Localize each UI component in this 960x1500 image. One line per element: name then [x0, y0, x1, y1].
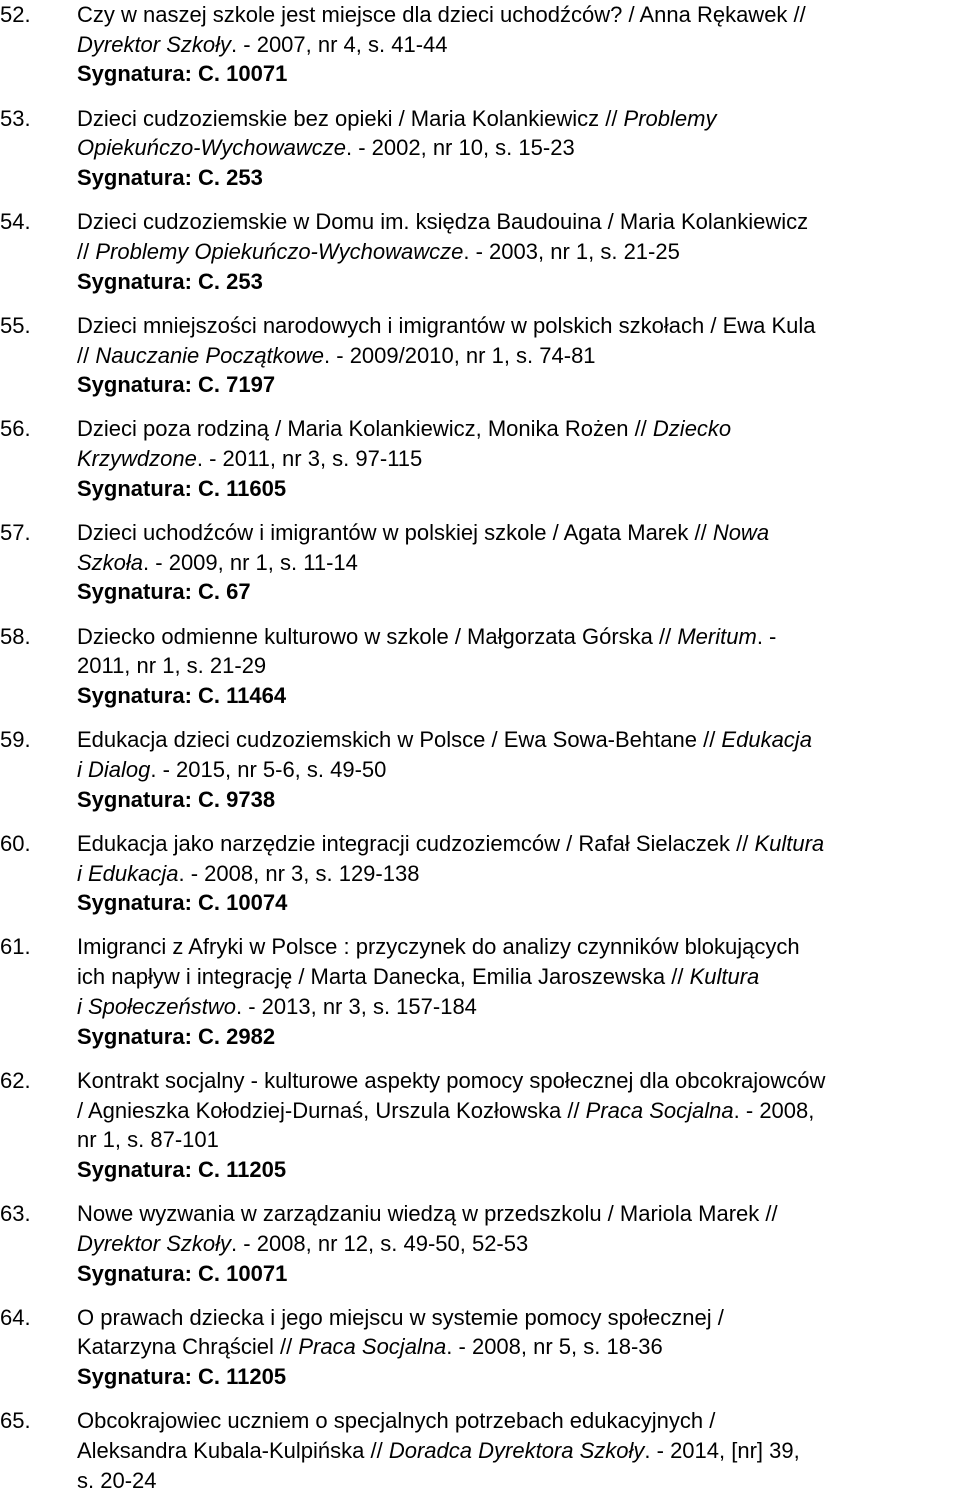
entry-text-line	[77, 30, 960, 60]
journal-title: i Dialog	[77, 756, 151, 782]
journal-title: Problemy Opiekuńczo-Wychowawcze	[95, 238, 464, 264]
citation-text: . - 2007, nr 4, s. 41-44	[231, 31, 448, 57]
citation-text: Dziecko odmienne kulturowo w szkole / Małgorzata Górska //	[77, 623, 678, 649]
entry-gap	[0, 607, 960, 622]
entry-text-line	[77, 962, 960, 992]
journal-title: Meritum	[677, 623, 757, 649]
citation-text: //	[77, 342, 96, 368]
journal-title: i Edukacja	[77, 860, 179, 886]
journal-title: Praca Socjalna	[298, 1334, 447, 1360]
citation-text: . - 2008, nr 3, s. 129-138	[178, 860, 420, 886]
entry-text-line	[77, 133, 960, 163]
journal-title: Nowa	[712, 520, 770, 546]
citation-text: Obcokrajowiec uczniem o specjalnych potrzebach edukacyjnych /	[77, 1408, 716, 1434]
journal-title: Nauczanie Początkowe	[95, 342, 325, 368]
call-number: Sygnatura: C. 67	[77, 579, 251, 605]
entry-text-line	[77, 207, 960, 237]
citation-text: . - 2008, nr 12, s. 49-50, 52-53	[231, 1230, 529, 1256]
citation-text: . - 2011, nr 3, s. 97-115	[196, 446, 423, 472]
journal-title: Kultura	[754, 830, 825, 856]
bibliography-entry	[0, 104, 960, 193]
entry-text-line	[77, 548, 960, 578]
entry-gap	[0, 89, 960, 104]
entry-text-line	[77, 237, 960, 267]
entry-text-line	[77, 518, 960, 548]
citation-text: . - 2014, [nr] 39,	[644, 1438, 800, 1464]
entry-text-line	[77, 1436, 960, 1466]
citation-text: ich napływ i integrację / Marta Danecka, Emilia Jaroszewska //	[77, 964, 690, 990]
entry-text-line	[77, 1332, 960, 1362]
citation-text: . - 2008, nr 5, s. 18-36	[446, 1334, 663, 1360]
entry-text-line	[77, 755, 960, 785]
citation-text: Dzieci poza rodziną / Maria Kolankiewicz, Monika Rożen //	[77, 416, 653, 442]
bibliography-entry	[0, 207, 960, 296]
citation-text: . - 2009, nr 1, s. 11-14	[143, 549, 358, 575]
entry-text-line	[77, 1406, 960, 1436]
entry-number: 56.	[0, 416, 31, 442]
entry-gap	[0, 504, 960, 519]
citation-text: Nowe wyzwania w zarządzaniu wiedzą w przedszkolu / Mariola Marek //	[77, 1201, 778, 1227]
bibliography-entry	[0, 829, 960, 918]
entry-number: 57.	[0, 520, 31, 546]
call-number: Sygnatura: C. 253	[77, 165, 263, 191]
citation-text: / Agnieszka Kołodziej-Durnaś, Urszula Kozłowska //	[77, 1097, 586, 1123]
entry-gap	[0, 918, 960, 933]
entry-text-line	[77, 311, 960, 341]
journal-title: Szkoła	[77, 549, 144, 575]
entry-number: 55.	[0, 312, 31, 338]
entry-gap	[0, 1185, 960, 1200]
bibliography-entry	[0, 518, 960, 607]
entry-text-line	[77, 1229, 960, 1259]
citation-text: Edukacja dzieci cudzoziemskich w Polsce / Ewa Sowa-Behtane //	[77, 727, 722, 753]
entry-text-line	[77, 1066, 960, 1096]
call-number: Sygnatura: C. 7197	[77, 372, 276, 398]
journal-title: Kultura	[689, 964, 760, 990]
entry-text-line	[77, 1303, 960, 1333]
entry-text-line	[77, 1466, 960, 1496]
entry-text-line	[77, 829, 960, 859]
call-number: Sygnatura: C. 11205	[77, 1156, 287, 1182]
journal-title: Opiekuńczo-Wychowawcze	[77, 135, 346, 161]
citation-text: Kontrakt socjalny - kulturowe aspekty pomocy społecznej dla obcokrajowców	[77, 1067, 826, 1093]
entry-gap	[0, 400, 960, 415]
entry-number: 63.	[0, 1201, 31, 1227]
citation-text: Dzieci cudzoziemskie bez opieki / Maria Kolankiewicz //	[77, 105, 624, 131]
citation-text: . - 2009/2010, nr 1, s. 74-81	[324, 342, 596, 368]
entry-text-line	[77, 1096, 960, 1126]
journal-title: i Społeczeństwo	[77, 993, 236, 1019]
citation-text: Dzieci uchodźców i imigrantów w polskiej szkole / Agata Marek //	[77, 520, 713, 546]
call-number: Sygnatura: C. 10071	[77, 61, 288, 87]
call-number: Sygnatura: C. 10074	[77, 890, 288, 916]
entry-text-line	[77, 444, 960, 474]
entry-text-line	[77, 1125, 960, 1155]
entry-text-line	[77, 341, 960, 371]
citation-text: //	[77, 238, 96, 264]
entry-text-line	[77, 0, 960, 30]
bibliography-entry	[0, 725, 960, 814]
journal-title: Praca Socjalna	[585, 1097, 734, 1123]
entry-number: 52.	[0, 2, 31, 27]
bibliography-entry	[0, 0, 960, 89]
call-number: Sygnatura: C. 253	[77, 268, 263, 294]
citation-text: nr 1, s. 87-101	[77, 1127, 219, 1153]
entry-gap	[0, 296, 960, 311]
entry-text-line	[77, 622, 960, 652]
call-number: Sygnatura: C. 11205	[77, 1364, 287, 1390]
entry-number: 61.	[0, 934, 31, 960]
citation-text: Aleksandra Kubala-Kulpińska //	[77, 1438, 389, 1464]
bibliography-entry	[0, 414, 960, 503]
call-number: Sygnatura: C. 11605	[77, 475, 287, 501]
citation-text: Katarzyna Chrąściel //	[77, 1334, 299, 1360]
bibliography-entry	[0, 311, 960, 400]
citation-text: . -	[756, 623, 777, 649]
journal-title: Krzywdzone	[77, 446, 197, 472]
bibliography-entry	[0, 932, 960, 1051]
bibliography-entry	[0, 1066, 960, 1185]
bibliography-entry	[0, 1303, 960, 1392]
journal-title: Dyrektor Szkoły	[77, 1230, 232, 1256]
citation-text: s. 20-24	[77, 1467, 157, 1493]
citation-text: . - 2013, nr 3, s. 157-184	[235, 993, 477, 1019]
entry-gap	[0, 1288, 960, 1303]
entry-text-line	[77, 992, 960, 1022]
entry-number: 64.	[0, 1304, 31, 1330]
citation-text: Dzieci cudzoziemskie w Domu im. księdza Baudouina / Maria Kolankiewicz	[77, 209, 809, 235]
citation-text: . - 2003, nr 1, s. 21-25	[463, 238, 680, 264]
entry-number: 60.	[0, 830, 31, 856]
entry-number: 54.	[0, 209, 31, 235]
bibliography-entry	[0, 1199, 960, 1288]
entry-number: 53.	[0, 105, 31, 131]
citation-text: 2011, nr 1, s. 21-29	[77, 653, 267, 679]
citation-text: . - 2015, nr 5-6, s. 49-50	[150, 756, 387, 782]
entry-gap	[0, 711, 960, 726]
citation-text: Dzieci mniejszości narodowych i imigrantów w polskich szkołach / Ewa Kula	[77, 312, 816, 338]
journal-title: Problemy	[623, 105, 717, 131]
call-number: Sygnatura: C. 2982	[77, 1023, 276, 1049]
entry-number: 65.	[0, 1408, 31, 1434]
entry-number: 59.	[0, 727, 31, 753]
entry-text-line	[77, 859, 960, 889]
entry-gap	[0, 1392, 960, 1407]
bibliography-entry	[0, 1406, 960, 1495]
entry-text-line	[77, 932, 960, 962]
call-number: Sygnatura: C. 10071	[77, 1260, 288, 1286]
citation-text: O prawach dziecka i jego miejscu w systemie pomocy społecznej /	[77, 1304, 724, 1330]
entry-text-line	[77, 1199, 960, 1229]
journal-title: Dziecko	[652, 416, 732, 442]
entry-gap	[0, 193, 960, 208]
citation-text: Imigranci z Afryki w Polsce : przyczynek do analizy czynników blokujących	[77, 934, 800, 960]
entry-gap	[0, 814, 960, 829]
citation-text: Czy w naszej szkole jest miejsce dla dzieci uchodźców? / Anna Rękawek //	[77, 2, 806, 27]
entry-text-line	[77, 104, 960, 134]
citation-text: . - 2002, nr 10, s. 15-23	[345, 135, 575, 161]
entry-number: 58.	[0, 623, 31, 649]
entry-text-line	[77, 725, 960, 755]
entry-gap	[0, 1051, 960, 1066]
call-number: Sygnatura: C. 11464	[77, 683, 287, 709]
entry-number: 62.	[0, 1067, 31, 1093]
citation-text: Edukacja jako narzędzie integracji cudzoziemców / Rafał Sielaczek //	[77, 830, 755, 856]
entry-text-line	[77, 414, 960, 444]
bibliography-entry	[0, 622, 960, 711]
call-number: Sygnatura: C. 9738	[77, 786, 276, 812]
journal-title: Doradca Dyrektora Szkoły	[388, 1438, 645, 1464]
citation-text: . - 2008,	[733, 1097, 815, 1123]
entry-text-line	[77, 651, 960, 681]
journal-title: Edukacja	[721, 727, 812, 753]
journal-title: Dyrektor Szkoły	[77, 31, 232, 57]
